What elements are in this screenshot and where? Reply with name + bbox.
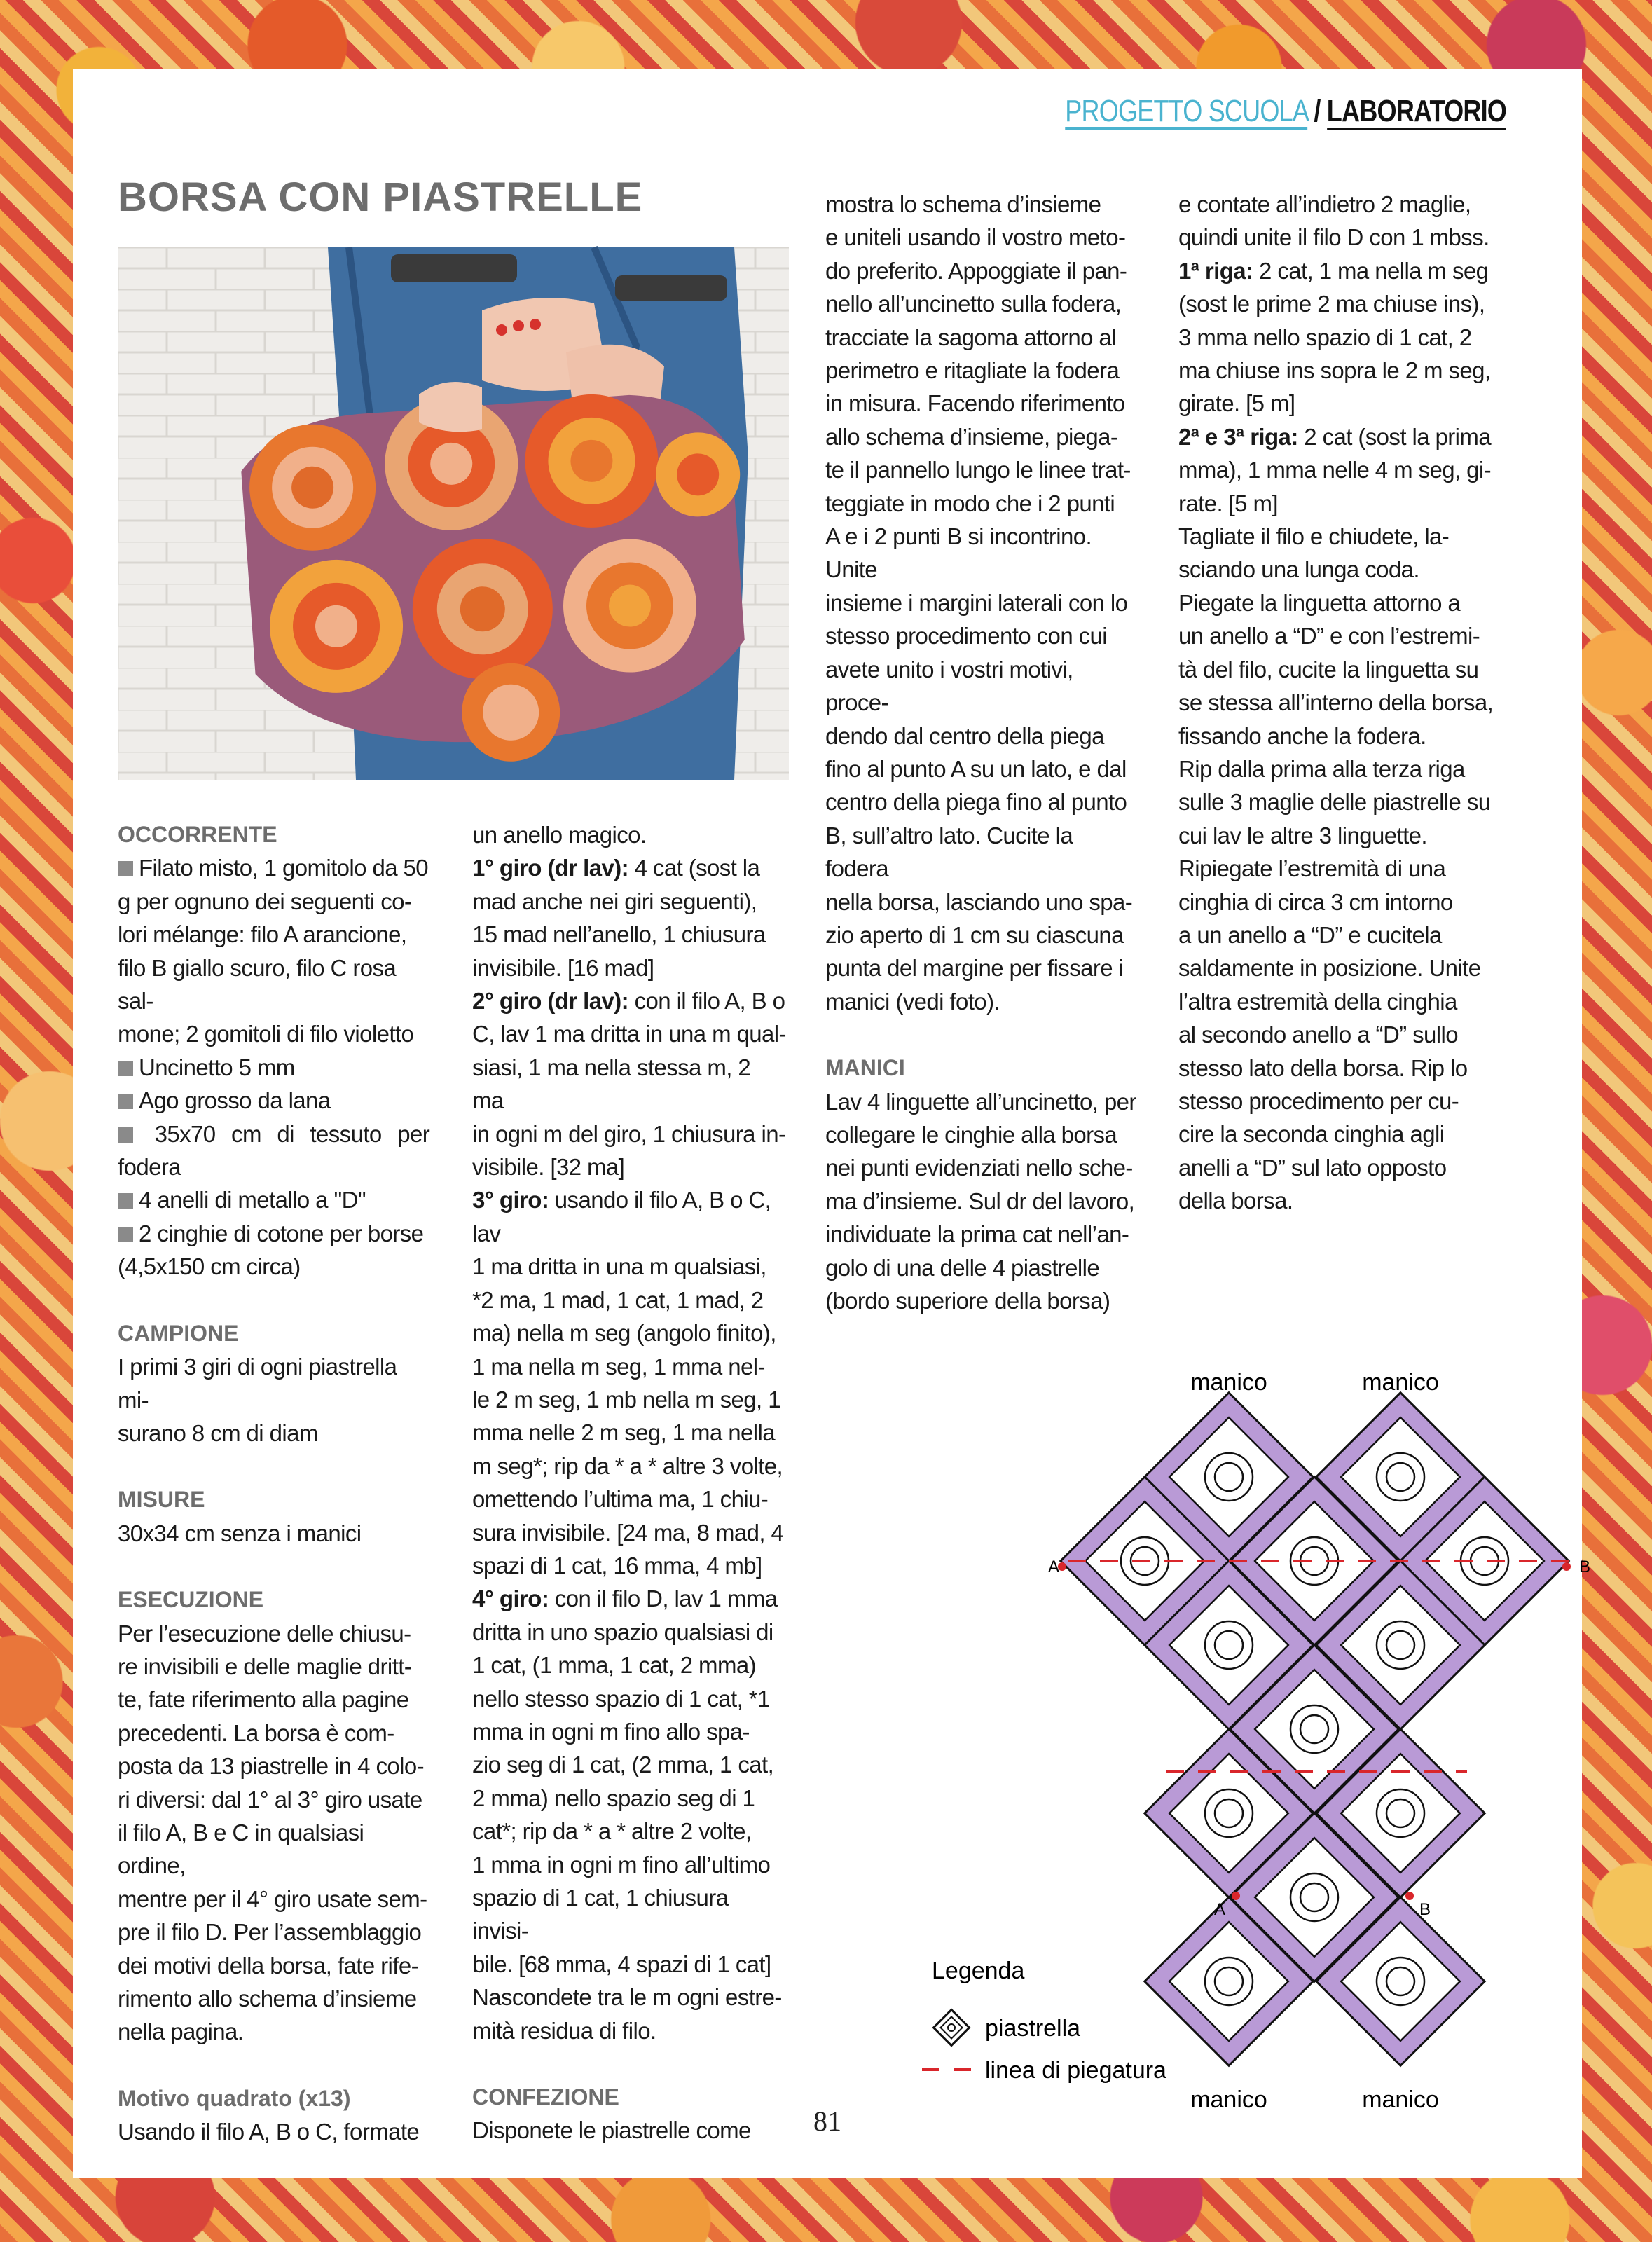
row-label: 2ª e 3ª riga: — [1178, 423, 1298, 450]
bullet-square-icon — [118, 1227, 133, 1242]
text-line: g per ognuno dei seguenti co- — [118, 888, 412, 914]
text-line: e uniteli usando il vostro meto- — [825, 224, 1126, 251]
text-line: sulle 3 maglie delle piastrelle su — [1178, 789, 1491, 816]
label-manico-top-left: manico — [1190, 1369, 1267, 1396]
text-line: ma chiuse ins sopra le 2 m seg, — [1178, 357, 1491, 384]
text-line: individuate la prima cat nell’an- — [825, 1221, 1129, 1248]
text-line: manici (vedi foto). — [825, 988, 1000, 1015]
text-line: (bordo superiore della borsa) — [825, 1288, 1110, 1314]
text-line: zio aperto di 1 cm su ciascuna — [825, 921, 1124, 948]
text-column-2 — [472, 818, 787, 2147]
text-line: tracciate la sagoma attorno al — [825, 324, 1116, 350]
text-line: mma in ogni m fino allo spa- — [472, 1718, 750, 1745]
heading-confezione: CONFEZIONE — [472, 2084, 619, 2110]
text-line: al secondo anello a “D” sullo — [1178, 1022, 1458, 1048]
text-line: *2 ma, 1 mad, 1 cat, 1 mad, 2 — [472, 1286, 764, 1313]
spacer — [118, 1550, 433, 1583]
text-line: mentre per il 4° giro usate sem- — [118, 1885, 427, 1912]
text-line: allo schema d’insieme, piega- — [825, 423, 1118, 450]
text-line: 1 ma nella m seg, 1 mma nel- — [472, 1353, 765, 1380]
text-line: nei punti evidenziati nello sche- — [825, 1155, 1133, 1181]
text-line — [1178, 420, 1494, 453]
text-line: siasi, 1 ma nella stessa m, 2 ma — [472, 1054, 751, 1114]
text-line: quindi unite il filo D con 1 mbss. — [1178, 224, 1489, 251]
text-line: 1 cat, (1 mma, 1 cat, 2 mma) — [472, 1652, 756, 1679]
label-manico-top-right: manico — [1362, 1369, 1439, 1396]
heading-misure: MISURE — [118, 1487, 205, 1513]
text-line: e contate all’indietro 2 maglie, — [1178, 191, 1471, 217]
round-label: 2° giro (dr lav): — [472, 988, 629, 1015]
text-line: sciando una lunga coda. — [1178, 556, 1419, 583]
text-line: nello all’uncinetto sulla fodera, — [825, 291, 1122, 317]
text-line: 2 cinghie di cotone per borse — [139, 1220, 424, 1246]
text-line: omettendo l’ultima ma, 1 chiu- — [472, 1486, 769, 1513]
text-line: Filato misto, 1 gomitolo da 50 — [139, 855, 429, 881]
text-line: mità residua di filo. — [472, 2017, 656, 2044]
text-line: Usando il filo A, B o C, formate — [118, 2119, 420, 2145]
text-line: l’altra estremità della cinghia — [1178, 988, 1457, 1015]
text-line: rimento allo schema d’insieme — [118, 1986, 417, 2011]
text-line: spazio di 1 cat, 1 chiusura invisi- — [472, 1885, 729, 1944]
row-label: 1ª riga: — [1178, 257, 1253, 284]
label-point-b: B — [1578, 1557, 1591, 1576]
article-title: BORSA CON PIASTRELLE — [118, 174, 643, 220]
label-point-a: A — [1047, 1557, 1060, 1576]
text-line: girate. [5 m] — [1178, 390, 1295, 417]
text-line: m seg*; rip da * a * altre 3 volte, — [472, 1452, 783, 1479]
text-line: cui lav le altre 3 linguette. — [1178, 822, 1427, 848]
label-manico-bottom-left: manico — [1190, 2086, 1267, 2113]
text-line: 2 mma) nello spazio seg di 1 — [472, 1784, 755, 1811]
text-line: posta da 13 piastrelle in 4 colo- — [118, 1753, 424, 1780]
text-column-3 — [825, 188, 1141, 1317]
header-separator: / — [1314, 94, 1321, 128]
text-line: dritta in uno spazio qualsiasi di — [472, 1618, 773, 1645]
text-span: 2 cat, 1 ma nella m seg — [1253, 257, 1489, 284]
bullet-square-icon — [118, 1193, 133, 1209]
text-line: stesso procedimento per cu- — [1178, 1087, 1459, 1114]
text-line: Piegate la linguetta attorno a — [1178, 589, 1461, 616]
header-section: PROGETTO SCUOLA — [1065, 94, 1308, 128]
text-line: le 2 m seg, 1 mb nella m seg, 1 — [472, 1386, 780, 1412]
point-b-marker — [1562, 1562, 1571, 1571]
text-line: Disponete le piastrelle come — [472, 2117, 751, 2144]
text-line: perimetro e ritagliate la fodera — [825, 357, 1120, 384]
legend-tile-swatch — [934, 2010, 970, 2046]
text-line: C, lav 1 ma dritta in una m qual- — [472, 1021, 786, 1047]
spacer — [118, 1284, 433, 1317]
text-line: mostra lo schema d’insieme — [825, 191, 1101, 217]
text-line: della borsa. — [1178, 1188, 1293, 1214]
text-line: avete unito i vostri motivi, proce- — [825, 656, 1073, 716]
bullet-square-icon — [118, 1094, 133, 1109]
text-line — [472, 984, 787, 1017]
text-line: Ago grosso da lana — [139, 1087, 331, 1114]
label-point-a-lower: A — [1213, 1900, 1226, 1919]
page-number: 81 — [813, 2105, 841, 2137]
text-line: in ogni m del giro, 1 chiusura in- — [472, 1120, 786, 1147]
text-line: in misura. Facendo riferimento — [825, 390, 1125, 417]
text-line: 1 ma dritta in una m qualsiasi, — [472, 1253, 766, 1280]
magazine-page — [73, 69, 1591, 2178]
section-header — [1065, 94, 1506, 129]
text-line: B, sull’altro lato. Cucite la fodera — [825, 822, 1073, 882]
text-line: nella borsa, lasciando uno spa- — [825, 888, 1133, 915]
text-line: Nascondete tra le m ogni estre- — [472, 1984, 782, 2011]
text-line: ri diversi: dal 1° al 3° giro usate — [118, 1786, 422, 1813]
point-b-lower-marker — [1405, 1892, 1414, 1900]
text-line: A e i 2 punti B si incontrino. Unite — [825, 523, 1092, 583]
text-line: cat*; rip da * a * altre 2 volte, — [472, 1818, 752, 1845]
spacer — [118, 1450, 433, 1483]
text-line: re invisibili e delle maglie dritt- — [118, 1653, 412, 1679]
text-line: Rip dalla prima alla terza riga — [1178, 755, 1465, 782]
point-a-lower-marker — [1232, 1892, 1240, 1900]
text-line: Per l’esecuzione delle chiusu- — [118, 1620, 411, 1646]
spacer — [472, 2047, 787, 2081]
text-line: 3 mma nello spazio di 1 cat, 2 — [1178, 324, 1472, 350]
legend-title: Legenda — [932, 1958, 1025, 1984]
text-line: te il pannello lungo le linee trat- — [825, 457, 1131, 483]
text-span: usando il filo A, B o C, lav — [472, 1187, 771, 1246]
text-line: golo di una delle 4 piastrelle — [825, 1254, 1100, 1281]
materials-line — [118, 1217, 433, 1250]
text-line: collegare le cinghie alla borsa — [825, 1121, 1117, 1148]
text-line: cinghia di circa 3 cm intorno — [1178, 888, 1453, 915]
label-point-b-lower: B — [1419, 1900, 1431, 1919]
text-line: visibile. [32 ma] — [472, 1154, 625, 1181]
text-line: 30x34 cm senza i manici — [118, 1520, 362, 1546]
materials-line — [118, 1084, 433, 1117]
bullet-square-icon — [118, 1127, 133, 1143]
text-line: fino al punto A su un lato, e dal — [825, 755, 1127, 782]
tile-grid — [1061, 1393, 1569, 2065]
text-line — [472, 1183, 787, 1250]
text-line: Tagliate il filo e chiudete, la- — [1178, 523, 1450, 550]
text-line: centro della piega fino al punto — [825, 789, 1127, 816]
text-line: dendo dal centro della piega — [825, 722, 1104, 749]
text-line: nello stesso spazio di 1 cat, *1 — [472, 1685, 770, 1712]
assembly-diagram — [844, 1288, 1591, 2113]
text-line: I primi 3 giri di ogni piastrella mi- — [118, 1354, 397, 1413]
text-line: mad anche nei giri seguenti), — [472, 888, 757, 914]
bullet-square-icon — [118, 1061, 133, 1076]
text-line: 15 mad nell’anello, 1 chiusura — [472, 921, 766, 948]
text-line — [472, 851, 787, 884]
text-line: te, fate riferimento alla pagine — [118, 1686, 409, 1713]
text-line: 4 anelli di metallo a "D" — [139, 1187, 366, 1213]
legend-fold-label: linea di piegatura — [985, 2057, 1166, 2084]
heading-manici: MANICI — [825, 1055, 905, 1081]
heading-motivo-quadrato: Motivo quadrato (x13) — [118, 2085, 351, 2111]
text-line: Uncinetto 5 mm — [139, 1054, 295, 1080]
spacer — [118, 2049, 433, 2082]
text-line: teggiate in modo che i 2 punti — [825, 490, 1115, 516]
text-line: 35x70 cm di tessuto per — [139, 1120, 430, 1147]
text-line: invisibile. [16 mad] — [472, 954, 654, 981]
text-line: fodera — [118, 1154, 181, 1181]
text-span: 4 cat (sost la — [628, 855, 760, 881]
round-label: 3° giro: — [472, 1187, 549, 1213]
text-line: Lav 4 linguette all’uncinetto, per — [825, 1088, 1136, 1115]
text-line — [472, 1582, 787, 1615]
text-span: con il filo A, B o — [628, 988, 785, 1015]
bag-photo — [118, 247, 789, 780]
text-line: il filo A, B e C in qualsiasi ordine, — [118, 1819, 364, 1879]
materials-line — [118, 851, 433, 884]
materials-line — [118, 1117, 433, 1150]
text-line: saldamente in posizione. Unite — [1178, 955, 1481, 982]
materials-line — [118, 1051, 433, 1084]
text-line: 1 mma in ogni m fino all’ultimo — [472, 1851, 771, 1878]
text-line: fissando anche la fodera. — [1178, 722, 1426, 749]
header-category: LABORATORIO — [1327, 94, 1506, 130]
text-line: (sost le prime 2 ma chiuse ins), — [1178, 291, 1485, 317]
text-line: nella pagina. — [118, 2019, 244, 2045]
text-line: tà del filo, cucite la linguetta su — [1178, 656, 1479, 682]
text-line: filo B giallo scuro, filo C rosa sal- — [118, 954, 397, 1015]
text-line: mone; 2 gomitoli di filo violetto — [118, 1021, 414, 1047]
text-line — [1178, 254, 1494, 287]
text-line: do preferito. Appoggiate il pan- — [825, 257, 1127, 284]
text-line: punta del margine per fissare i — [825, 955, 1124, 982]
heading-campione: CAMPIONE — [118, 1320, 239, 1346]
text-line: anelli a “D” sul lato opposto — [1178, 1154, 1447, 1181]
materials-line — [118, 1183, 433, 1216]
text-line: surano 8 cm di diam — [118, 1419, 318, 1446]
text-line: stesso lato della borsa. Rip lo — [1178, 1054, 1468, 1081]
round-label: 4° giro: — [472, 1586, 549, 1612]
text-line: dei motivi della borsa, fate rife- — [118, 1952, 418, 1979]
text-span: 2 cat (sost la prima — [1297, 423, 1492, 450]
heading-occorrente: OCCORRENTE — [118, 822, 277, 847]
text-line: lori mélange: filo A arancione, — [118, 921, 407, 948]
text-line: ma) nella m seg (angolo finito), — [472, 1320, 776, 1347]
text-column-4 — [1178, 188, 1494, 1218]
text-line: un anello a “D” e con l’estremi- — [1178, 623, 1480, 649]
text-line: precedenti. La borsa è com- — [118, 1719, 394, 1746]
text-line: Ripiegate l’estremità di una — [1178, 855, 1446, 882]
bullet-square-icon — [118, 861, 133, 876]
legend-tile-label: piastrella — [985, 2015, 1081, 2042]
text-line: spazi di 1 cat, 16 mma, 4 mb] — [472, 1552, 762, 1579]
text-line: mma), 1 mma nelle 4 m seg, gi- — [1178, 457, 1491, 483]
text-line: sura invisibile. [24 ma, 8 mad, 4 — [472, 1519, 784, 1546]
text-column-1 — [118, 818, 433, 2149]
text-line: se stessa all’interno della borsa, — [1178, 689, 1494, 716]
round-label: 1° giro (dr lav): — [472, 855, 629, 881]
text-line: insieme i margini laterali con lo — [825, 589, 1128, 616]
text-line: cire la seconda cinghia agli — [1178, 1121, 1445, 1148]
label-manico-bottom-right: manico — [1362, 2086, 1439, 2113]
text-line: zio seg di 1 cat, (2 mma, 1 cat, — [472, 1752, 774, 1778]
text-line: ma d’insieme. Sul dr del lavoro, — [825, 1188, 1135, 1214]
text-span: con il filo D, lav 1 mma — [549, 1586, 778, 1612]
text-line: mma nelle 2 m seg, 1 ma nella — [472, 1419, 775, 1446]
text-line: stesso procedimento con cui — [825, 623, 1108, 649]
text-line: (4,5x150 cm circa) — [118, 1253, 301, 1280]
heading-esecuzione: ESECUZIONE — [118, 1587, 264, 1613]
text-line: pre il filo D. Per l’assemblaggio — [118, 1919, 422, 1946]
text-line: rate. [5 m] — [1178, 490, 1278, 516]
text-line: a un anello a “D” e cucitela — [1178, 921, 1442, 948]
spacer — [825, 1018, 1141, 1052]
text-line: bile. [68 mma, 4 spazi di 1 cat] — [472, 1951, 771, 1977]
text-line: un anello magico. — [472, 822, 647, 848]
